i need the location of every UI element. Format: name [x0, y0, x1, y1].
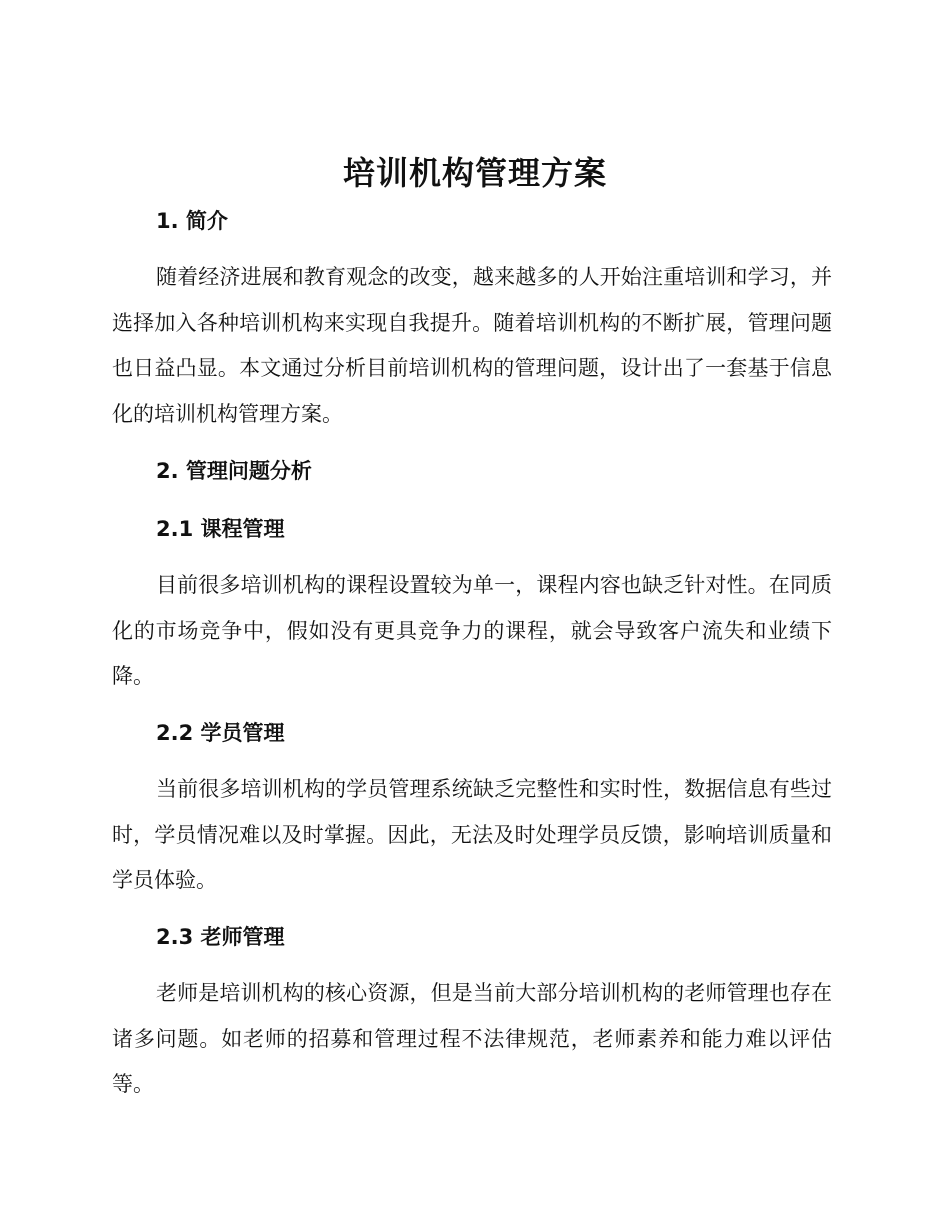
section-paragraph-course: 目前很多培训机构的课程设置较为单一，课程内容也缺乏针对性。在同质化的市场竞争中，假如没有更具竞争力的课程，就会导致客户流失和业绩下降。 — [112, 573, 832, 688]
section-heading-intro: 1. 简介 — [156, 209, 228, 233]
document-title: 培训机构管理方案 — [342, 154, 607, 192]
section-heading-student: 2.2 学员管理 — [156, 721, 285, 745]
section-heading-course: 2.1 课程管理 — [156, 517, 285, 541]
section-paragraph-student: 当前很多培训机构的学员管理系统缺乏完整性和实时性，数据信息有些过时，学员情况难以及时掌握。因此，无法及时处理学员反馈，影响培训质量和学员体验。 — [112, 777, 832, 892]
section-paragraph-intro: 随着经济进展和教育观念的改变，越来越多的人开始注重培训和学习，并选择加入各种培训机构来实现自我提升。随着培训机构的不断扩展，管理问题也日益凸显。本文通过分析目前培训机构的管理问题，设计出了一套基于信息化的培训机构管理方案。 — [112, 265, 832, 426]
section-heading-analysis: 2. 管理问题分析 — [156, 459, 312, 483]
section-heading-teacher: 2.3 老师管理 — [156, 925, 285, 949]
section-paragraph-teacher: 老师是培训机构的核心资源，但是当前大部分培训机构的老师管理也存在诸多问题。如老师的招募和管理过程不法律规范，老师素养和能力难以评估等。 — [112, 981, 832, 1096]
